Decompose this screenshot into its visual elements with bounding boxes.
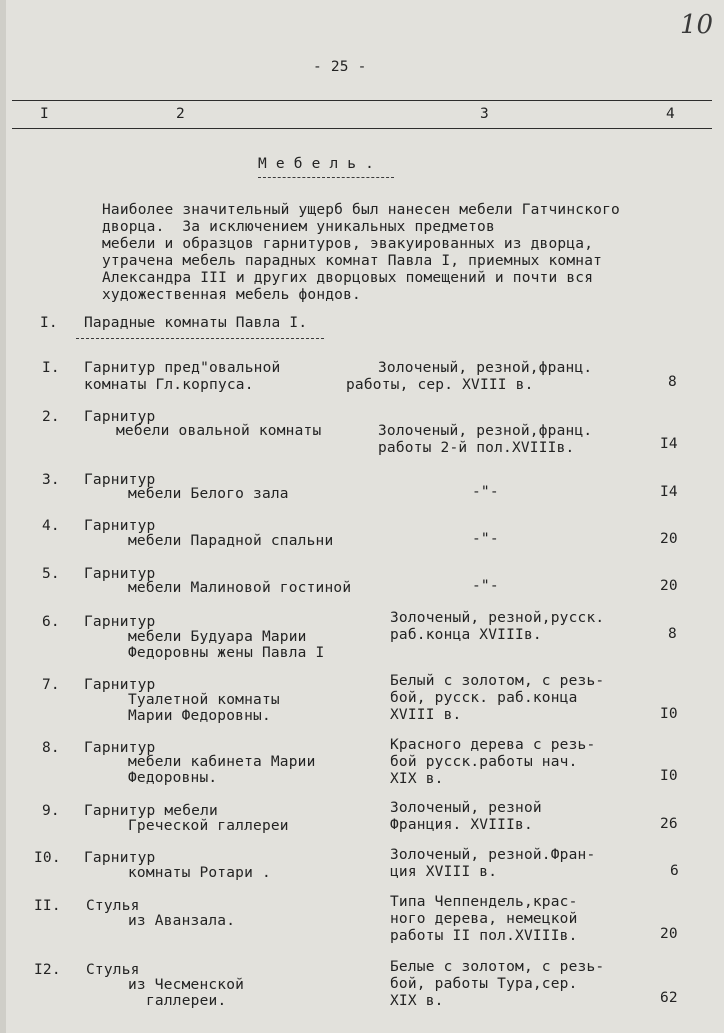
handwritten-sheet-number: 10 — [680, 10, 714, 40]
item-description-line: работы, сер. XVIII в. — [346, 377, 534, 393]
subsection-title: Парадные комнаты Павла I. — [84, 315, 308, 331]
item-number: 9. — [42, 803, 60, 819]
column-header-2: 2 — [176, 106, 185, 122]
item-name-line: из Чесменской — [128, 977, 245, 993]
item-description-line: ного дерева, немецкой — [390, 911, 578, 927]
item-ditto: -"- — [472, 578, 499, 594]
item-name-line: мебели Будуара Марии — [128, 629, 307, 645]
intro-line: Александра III и других дворцовых помещений и почти вся — [102, 270, 594, 286]
item-name-line: Гарнитур — [84, 518, 156, 534]
subsection-underline — [76, 338, 324, 339]
item-description-line: бой, русск. раб.конца — [390, 690, 578, 706]
section-title: М е б е л ь . — [258, 156, 375, 172]
item-name-line: из Аванзала. — [128, 913, 236, 929]
item-number: II. — [34, 898, 61, 914]
item-quantity: 20 — [660, 926, 678, 942]
item-quantity: 8 — [668, 626, 677, 642]
item-description-line: Белые с золотом, с резь- — [390, 959, 605, 975]
paper-edge — [0, 0, 6, 1033]
section-title-underline — [258, 177, 394, 178]
item-name-line: Гарнитур мебели — [84, 803, 218, 819]
item-number: 5. — [42, 566, 60, 582]
item-name-line: мебели кабинета Марии — [128, 754, 316, 770]
item-name-line: Марии Федоровны. — [128, 708, 271, 724]
item-name-line: Стулья — [86, 898, 140, 914]
intro-line: художественная мебель фондов. — [102, 287, 361, 303]
item-name-line: галлереи. — [146, 993, 227, 1009]
intro-line: дворца. За исключением уникальных предметов — [102, 219, 495, 235]
item-description-line: Золоченый, резной,франц. — [378, 360, 593, 376]
item-name-line: Федоровны. — [128, 770, 218, 786]
intro-line: мебели и образцов гарнитуров, эвакуированных из дворца, — [102, 236, 594, 252]
item-quantity: 20 — [660, 578, 678, 594]
item-description-line: Франция. XVIIIв. — [390, 817, 533, 833]
item-quantity: 26 — [660, 816, 678, 832]
item-quantity: I0 — [660, 768, 678, 784]
item-name-line: Греческой галлереи — [128, 818, 289, 834]
item-name-line: Гарнитур — [84, 740, 156, 756]
page-number: - 25 - — [313, 59, 367, 75]
item-name-line: Гарнитур пред"овальной — [84, 360, 281, 376]
item-description-line: XIX в. — [390, 771, 444, 787]
column-header-3: 3 — [480, 106, 489, 122]
item-description-line: Типа Чеппендель,крас- — [390, 894, 578, 910]
item-name-line: мебели Малиновой гостиной — [128, 580, 352, 596]
item-description-line: Золоченый, резной,франц. — [378, 423, 593, 439]
item-number: 2. — [42, 409, 60, 425]
item-name-line: мебели овальной комнаты — [116, 423, 322, 439]
item-quantity: 62 — [660, 990, 678, 1006]
header-bottom-rule — [12, 128, 712, 129]
item-name-line: Гарнитур — [84, 614, 156, 630]
item-number: 6. — [42, 614, 60, 630]
item-description-line: Золоченый, резной.Фран- — [390, 847, 596, 863]
intro-line: утрачена мебель парадных комнат Павла I, приемных комнат — [102, 253, 603, 269]
item-number: I. — [42, 360, 60, 376]
item-description-line: раб.конца XVIIIв. — [390, 627, 542, 643]
item-ditto: -"- — [472, 531, 499, 547]
item-number: 8. — [42, 740, 60, 756]
column-header-1: I — [40, 106, 49, 122]
item-name-line: мебели Белого зала — [128, 486, 289, 502]
item-name-line: комнаты Гл.корпуса. — [84, 377, 254, 393]
intro-line: Наиболее значительный ущерб был нанесен мебели Гатчинского — [102, 202, 620, 218]
item-description-line: Золоченый, резной — [390, 800, 542, 816]
item-name-line: Гарнитур — [84, 409, 156, 425]
column-header-4: 4 — [666, 106, 675, 122]
item-description-line: XVIII в. — [390, 707, 462, 723]
item-name-line: Гарнитур — [84, 677, 156, 693]
item-quantity: I4 — [660, 436, 678, 452]
item-description-line: Золоченый, резной,русск. — [390, 610, 605, 626]
subsection-number: I. — [40, 315, 58, 331]
item-number: 4. — [42, 518, 60, 534]
item-quantity: 8 — [668, 374, 677, 390]
item-name-line: Стулья — [86, 962, 140, 978]
item-description-line: XIX в. — [390, 993, 444, 1009]
item-number: 7. — [42, 677, 60, 693]
item-description-line: работы II пол.XVIIIв. — [390, 928, 578, 944]
item-name-line: Федоровны жены Павла I — [128, 645, 325, 661]
item-ditto: -"- — [472, 484, 499, 500]
item-name-line: комнаты Ротари . — [128, 865, 271, 881]
item-quantity: 20 — [660, 531, 678, 547]
item-description-line: Белый с золотом, с резь- — [390, 673, 605, 689]
item-description-line: ция XVIII в. — [390, 864, 498, 880]
item-description-line: бой русск.работы нач. — [390, 754, 578, 770]
item-quantity: 6 — [670, 863, 679, 879]
item-name-line: Гарнитур — [84, 850, 156, 866]
item-quantity: I0 — [660, 706, 678, 722]
item-name-line: Гарнитур — [84, 566, 156, 582]
item-description-line: работы 2-й пол.XVIIIв. — [378, 440, 575, 456]
item-quantity: I4 — [660, 484, 678, 500]
item-number: I0. — [34, 850, 61, 866]
item-name-line: Туалетной комнаты — [128, 692, 280, 708]
item-number: I2. — [34, 962, 61, 978]
item-name-line: Гарнитур — [84, 472, 156, 488]
item-number: 3. — [42, 472, 60, 488]
item-description-line: бой, работы Тура,сер. — [390, 976, 578, 992]
header-top-rule — [12, 100, 712, 101]
item-name-line: мебели Парадной спальни — [128, 533, 334, 549]
item-description-line: Красного дерева с резь- — [390, 737, 596, 753]
